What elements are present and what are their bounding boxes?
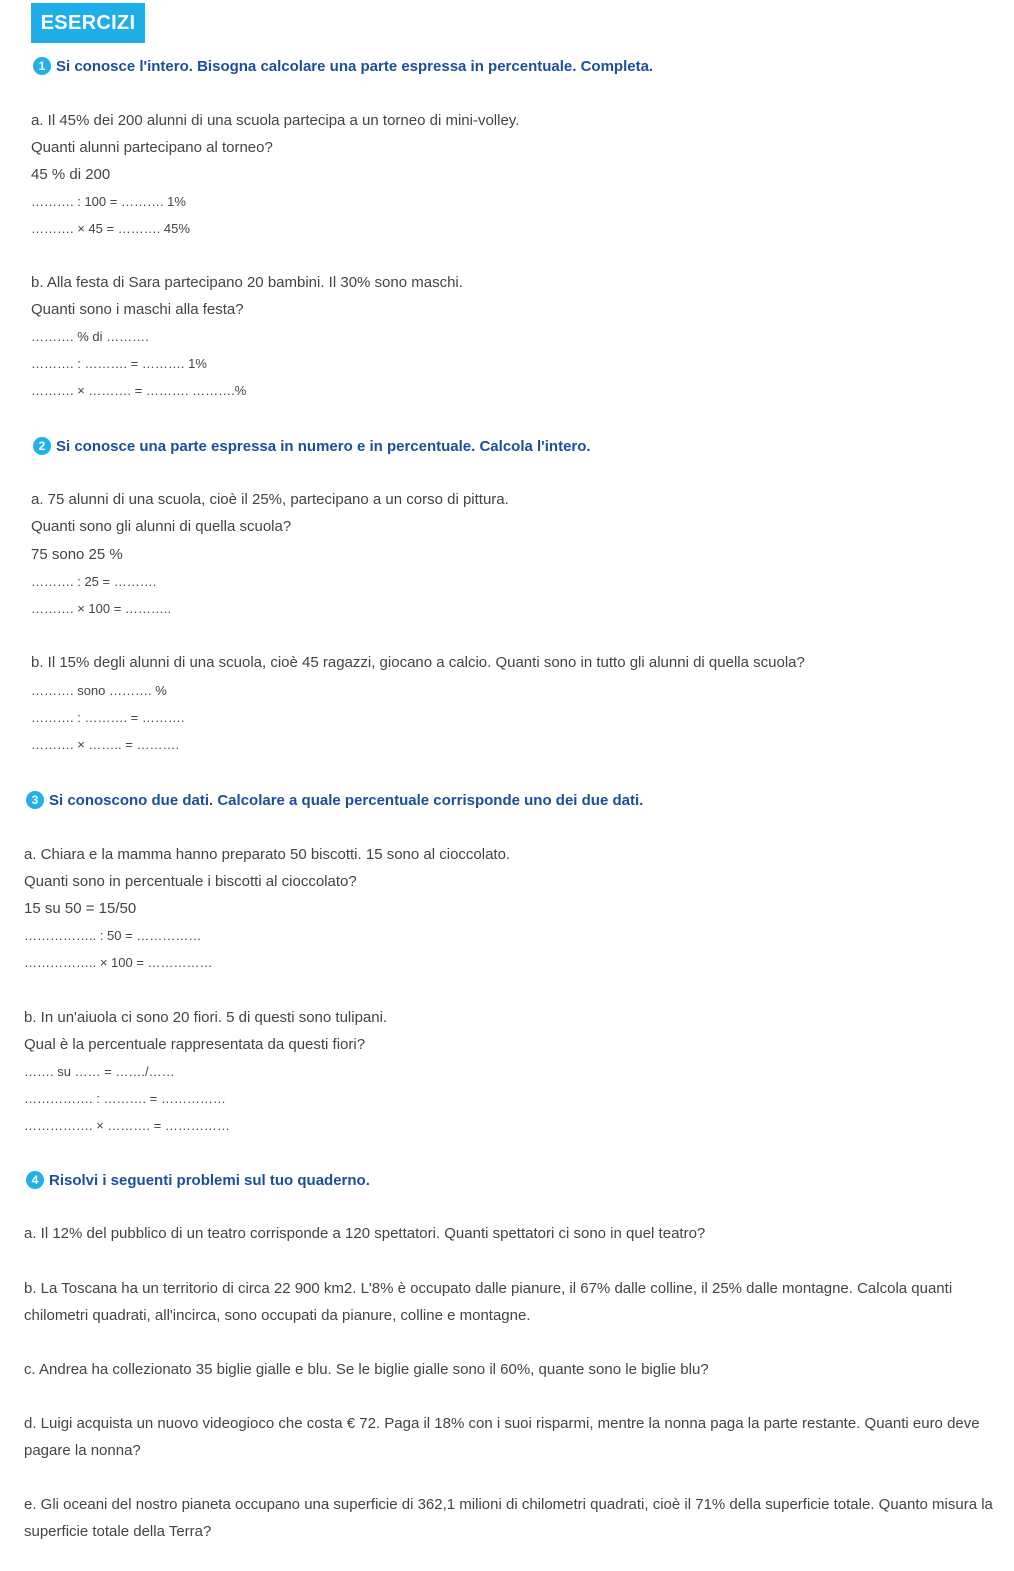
section-title: Risolvi i seguenti problemi sul tuo quaderno. [49,1171,370,1189]
problem-text: b. Il 15% degli alunni di una scuola, cioè 45 ragazzi, giocano a calcio. Quanti sono in tutto gli alunni di quella scuola? [31,654,805,671]
exercises-badge: ESERCIZI [31,3,145,43]
worked-line: 75 sono 25 % [31,546,123,563]
section-number-badge: 3 [26,791,44,809]
fill-in-line: ………. × 45 = ………. 45% [31,221,190,236]
fill-in-line: ………. × …….. = ………. [31,737,180,752]
fill-in-line: ……. su …… = ……./…… [24,1064,175,1079]
worked-line: 45 % di 200 [31,166,111,183]
problem-question: Quanti sono gli alunni di quella scuola? [31,518,292,535]
section-number-badge: 1 [33,57,51,75]
problem-item: a. Il 12% del pubblico di un teatro corrisponde a 120 spettatori. Quanti spettatori ci sono in quel teatro? [24,1225,706,1242]
section-title: Si conosce una parte espressa in numero e in percentuale. Calcola l'intero. [56,437,591,455]
problem-text: a. 75 alunni di una scuola, cioè il 25%, partecipano a un corso di pittura. [31,491,509,508]
section-2-heading [33,437,591,455]
problem-item: b. La Toscana ha un territorio di circa 22 900 km2. L'8% è occupato dalle pianure, il 67% dalle colline, il 25% dalle montagne. Calcola quanti chilometri quadrati, all'incirca, sono occupati da pianure, colline e montagne. [24,1280,953,1324]
fill-in-line: ………. % di ………. [31,329,149,344]
section-4-heading [26,1171,370,1189]
fill-in-line: ………. × ………. = ………. ……….% [31,383,247,398]
fill-in-line: ………. : 100 = ………. 1% [31,194,186,209]
fill-in-line: ………. : ………. = ………. 1% [31,356,207,371]
problem-item: c. Andrea ha collezionato 35 biglie gialle e blu. Se le biglie gialle sono il 60%, quante sono le biglie blu? [24,1361,709,1378]
fill-in-line: …………….. : 50 = …………… [24,928,202,943]
fill-in-line: ……………. × ………. = …………… [24,1118,230,1133]
fill-in-line: ………. : 25 = ………. [31,574,157,589]
section-number-badge: 4 [26,1171,44,1189]
problem-text: a. Chiara e la mamma hanno preparato 50 biscotti. 15 sono al cioccolato. [24,846,511,863]
section-title: Si conosce l'intero. Bisogna calcolare una parte espressa in percentuale. Completa. [56,57,654,75]
problem-text: a. Il 45% dei 200 alunni di una scuola partecipa a un torneo di mini-volley. [31,112,520,129]
problem-item: e. Gli oceani del nostro pianeta occupano una superficie di 362,1 milioni di chilometri quadrati, cioè il 71% della superficie totale. Quanto misura la superficie totale della Terra? [24,1496,993,1540]
section-3-heading [26,791,643,809]
fill-in-line: ……………. : ………. = …………… [24,1091,226,1106]
problem-question: Quanti sono in percentuale i biscotti al cioccolato? [24,873,357,890]
problem-question: Qual è la percentuale rappresentata da questi fiori? [24,1036,366,1053]
problem-question: Quanti sono i maschi alla festa? [31,301,244,318]
section-number-badge: 2 [33,437,51,455]
section-1-heading [33,57,653,75]
problem-question: Quanti alunni partecipano al torneo? [31,139,273,156]
fill-in-line: …………….. × 100 = …………… [24,955,213,970]
problem-text: b. In un'aiuola ci sono 20 fiori. 5 di questi sono tulipani. [24,1009,388,1026]
problem-text: b. Alla festa di Sara partecipano 20 bambini. Il 30% sono maschi. [31,274,463,291]
fill-in-line: ………. : ………. = ………. [31,710,185,725]
problem-item: d. Luigi acquista un nuovo videogioco che costa € 72. Paga il 18% con i suoi risparmi, mentre la nonna paga la parte restante. Quanti euro deve pagare la nonna? [24,1415,980,1459]
worked-line: 15 su 50 = 15/50 [24,900,137,917]
section-title: Si conoscono due dati. Calcolare a quale percentuale corrisponde uno dei due dati. [49,791,644,809]
fill-in-line: ………. sono ………. % [31,683,167,698]
fill-in-line: ………. × 100 = ……….. [31,601,172,616]
